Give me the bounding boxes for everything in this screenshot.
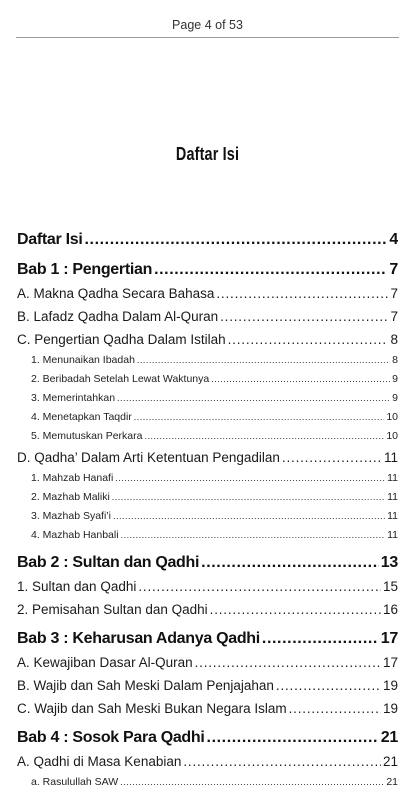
toc-entry-label: 3. Memerintahkan [31, 392, 116, 404]
toc-entry-label: C. Pengertian Qadha Dalam Istilah [17, 332, 226, 347]
toc-entry-label: a. Rasulullah SAW [31, 776, 119, 788]
toc-entry-label: 1. Sultan dan Qadhi [17, 579, 137, 594]
toc-entry[interactable] [17, 305, 398, 328]
toc-dot-leader [154, 258, 387, 282]
toc-entry-page-number: 8 [390, 332, 398, 347]
toc-entry-page-number: 13 [380, 554, 398, 571]
toc-dot-leader [84, 228, 387, 252]
toc-dot-leader [117, 389, 390, 408]
toc-entry[interactable] [17, 750, 398, 773]
toc-entry[interactable] [17, 575, 398, 598]
toc-entry-page-number: 15 [382, 579, 398, 594]
toc-entry[interactable] [17, 408, 398, 427]
toc-dot-leader [210, 598, 381, 621]
toc-entry-page-number: 9 [392, 373, 398, 385]
toc-dot-leader [289, 697, 381, 720]
toc-entry[interactable] [17, 627, 398, 651]
header-divider [16, 37, 399, 38]
toc-entry-page-number: 21 [382, 754, 398, 769]
toc-dot-leader [138, 575, 381, 598]
toc-entry[interactable] [17, 446, 398, 469]
toc-entry-page-number: 11 [387, 472, 398, 484]
toc-entry[interactable] [17, 726, 398, 750]
toc-entry-label: Daftar Isi [17, 231, 83, 248]
toc-entry-page-number: 7 [390, 286, 398, 301]
toc-entry[interactable] [17, 351, 398, 370]
toc-entry-label: 2. Mazhab Maliki [31, 491, 110, 503]
toc-entry[interactable] [17, 697, 398, 720]
toc-entry-page-number: 17 [382, 655, 398, 670]
toc-dot-leader [228, 328, 389, 351]
toc-entry[interactable] [17, 469, 398, 488]
toc-dot-leader [207, 726, 379, 750]
toc-dot-leader [134, 408, 385, 427]
toc-entry-label: B. Lafadz Qadha Dalam Al-Quran [17, 309, 219, 324]
toc-entry[interactable] [17, 507, 398, 526]
toc-entry-page-number: 4 [389, 231, 398, 248]
toc-entry-label: 2. Pemisahan Sultan dan Qadhi [17, 602, 208, 617]
toc-entry[interactable] [17, 258, 398, 282]
toc-dot-leader [220, 305, 388, 328]
toc-entry[interactable] [17, 328, 398, 351]
toc-entry[interactable] [17, 389, 398, 408]
toc-dot-leader [120, 773, 384, 792]
toc-entry-page-number: 11 [383, 450, 398, 465]
toc-dot-leader [121, 526, 386, 545]
toc-dot-leader [112, 488, 385, 507]
toc-entry-label: B. Wajib dan Sah Meski Dalam Penjajahan [17, 678, 274, 693]
toc-entry-page-number: 19 [382, 678, 398, 693]
toc-entry-label: 5. Memutuskan Perkara [31, 430, 143, 442]
page-number-header: Page 4 of 53 [172, 18, 243, 32]
toc-entry[interactable] [17, 282, 398, 305]
toc-entry[interactable] [17, 651, 398, 674]
toc-dot-leader [282, 446, 382, 469]
toc-dot-leader [276, 674, 381, 697]
toc-dot-leader [211, 370, 390, 389]
toc-dot-leader [201, 551, 379, 575]
toc-dot-leader [137, 351, 390, 370]
toc-entry[interactable] [17, 228, 398, 252]
toc-dot-leader [113, 507, 385, 526]
toc-entry-label: 2. Beribadah Setelah Lewat Waktunya [31, 373, 210, 385]
toc-entry-page-number: 17 [380, 630, 398, 647]
toc-entry-label: 4. Mazhab Hanbali [31, 529, 119, 541]
toc-entry[interactable] [17, 427, 398, 446]
toc-entry-label: A. Qadhi di Masa Kenabian [17, 754, 182, 769]
toc-entry-label: C. Wajib dan Sah Meski Bukan Negara Islam [17, 701, 287, 716]
toc-entry-page-number: 11 [387, 529, 398, 541]
toc-entry-label: Bab 1 : Pengertian [17, 261, 153, 278]
toc-entry-label: A. Kewajiban Dasar Al-Quran [17, 655, 193, 670]
toc-entry[interactable] [17, 598, 398, 621]
toc-entry-page-number: 10 [386, 411, 398, 423]
toc-entry-label: Bab 4 : Sosok Para Qadhi [17, 729, 205, 746]
toc-entry[interactable] [17, 526, 398, 545]
toc-entry-label: 3. Mazhab Syafi’i [31, 510, 111, 522]
toc-entry[interactable] [17, 674, 398, 697]
toc-entry[interactable] [17, 488, 398, 507]
toc-dot-leader [115, 469, 385, 488]
toc-entry-label: D. Qadha’ Dalam Arti Ketentuan Pengadilan [17, 450, 280, 465]
toc-entry[interactable] [17, 551, 398, 575]
toc-entry-page-number: 11 [387, 491, 398, 503]
toc-entry-label: A. Makna Qadha Secara Bahasa [17, 286, 215, 301]
toc-entry-page-number: 11 [387, 510, 398, 522]
toc-dot-leader [216, 282, 388, 305]
toc-entry-page-number: 8 [392, 354, 398, 366]
toc-entry-label: 1. Menunaikan Ibadah [31, 354, 135, 366]
toc-entry-label: Bab 2 : Sultan dan Qadhi [17, 554, 200, 571]
toc-dot-leader [144, 427, 384, 446]
table-of-contents [17, 228, 398, 792]
toc-entry[interactable] [17, 370, 398, 389]
toc-entry-page-number: 21 [380, 729, 398, 746]
toc-entry-page-number: 21 [386, 776, 398, 788]
page-title: Daftar Isi [175, 144, 240, 164]
toc-entry-label: Bab 3 : Keharusan Adanya Qadhi [17, 630, 260, 647]
toc-dot-leader [195, 651, 381, 674]
toc-entry-page-number: 10 [386, 430, 398, 442]
toc-dot-leader [183, 750, 381, 773]
toc-dot-leader [262, 627, 379, 651]
toc-entry-page-number: 19 [382, 701, 398, 716]
toc-entry-label: 1. Mahzab Hanafi [31, 472, 114, 484]
toc-entry-page-number: 16 [382, 602, 398, 617]
toc-entry-label: 4. Menetapkan Taqdir [31, 411, 132, 423]
toc-entry-page-number: 7 [390, 309, 398, 324]
toc-entry-page-number: 7 [389, 261, 398, 278]
toc-entry-page-number: 9 [392, 392, 398, 404]
toc-entry[interactable] [17, 773, 398, 792]
